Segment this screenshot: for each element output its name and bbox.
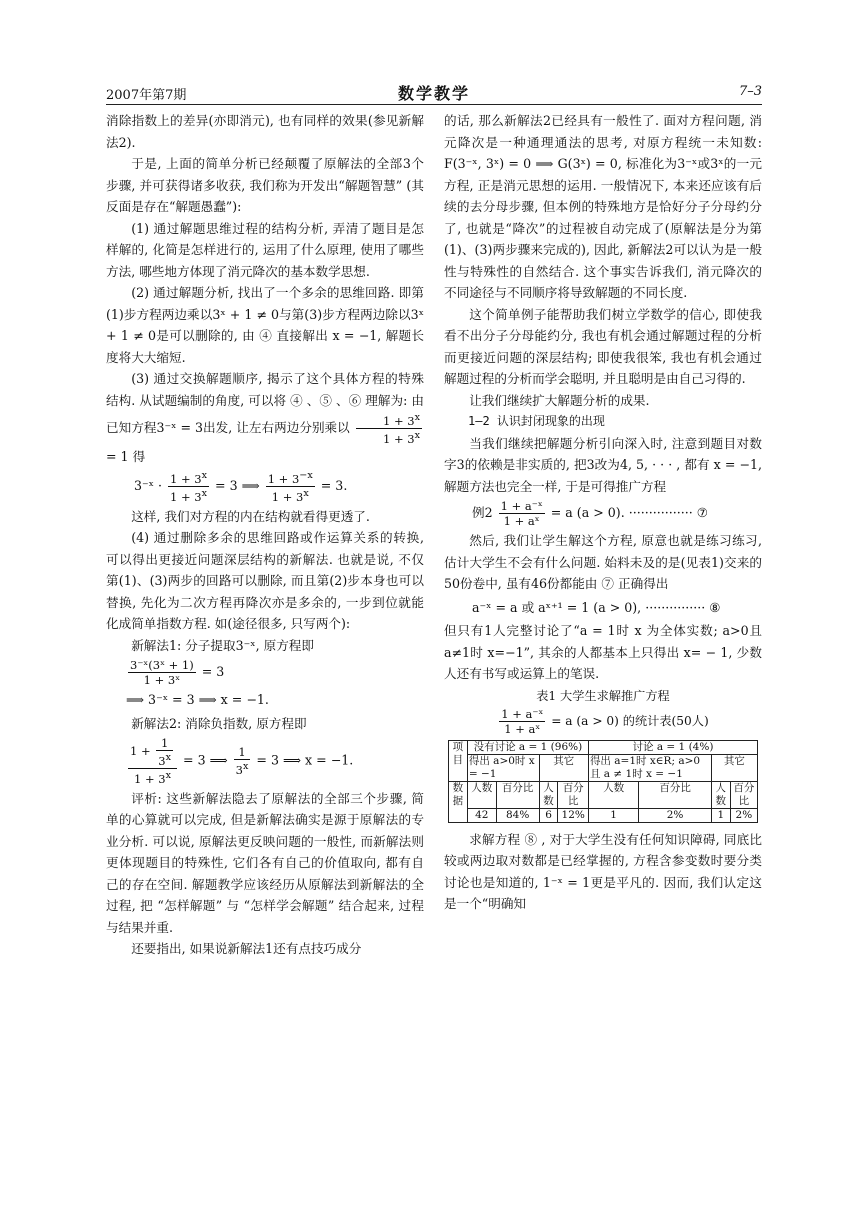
fraction: 1 + $\frac{1}{3^x}$ $1 + 3^x$ xyxy=(128,736,177,786)
column-header: 百分比 xyxy=(558,781,588,808)
equation xyxy=(106,736,424,786)
subgroup-cell: 得出 a=1时 x∈R; a>0 且 a ≠ 1时 x = −1 xyxy=(588,754,711,781)
column-header: 人数 xyxy=(467,781,496,808)
table-cell: 6 xyxy=(539,808,558,822)
column-header: 百分比 xyxy=(639,781,712,808)
statistics-table xyxy=(448,740,758,823)
table-subcaption xyxy=(444,707,762,736)
equation xyxy=(106,658,424,687)
paragraph: 这个简单例子能帮助我们树立学数学的信心, 即使我看不出分子分母能约分, 我也有机会通过解题过程的分析而更接近问题的深层结构; 即使我很笨, 我也有机会通过解题过程的分析而学会聪明, 并且聪明是由自己习得的. xyxy=(444,306,762,386)
paragraph: 评析: 这些新解法隐去了原解法的全部三个步骤, 简单的心算就可以完成, 但是新解法确实是源于原解法的专业分析. 可以说, 原解法更反映问题的一般性, 而新解法则更体现题目的特殊性, 它们各有自己的价值取向, 都有自己的存在空间. 解题教学应该经历从原解法到新解法的全过程, 把 “怎样解题” 与 “怎样学会解题” 结合起来, 过程与结果并重. xyxy=(106,790,424,935)
table-cell: 12% xyxy=(558,808,588,822)
equation-8: a⁻ˣ = a 或 aˣ⁺¹ = 1 (a > 0), ··············· ⑧ xyxy=(472,599,721,615)
paragraph: 还要指出, 如果说新解法1还有点技巧成分 xyxy=(131,941,362,957)
column-header: 人数 xyxy=(539,781,558,808)
row-label: 数据 xyxy=(449,781,468,822)
fraction: $\frac{\text{1 + a⁻ˣ}}{\text{1 + aˣ}}$ xyxy=(501,706,544,736)
paragraph: (1) 通过解题思维过程的结构分析, 弄清了题目是怎样解的, 化简是怎样进行的, 运用了什么原理, 使用了哪些方法, 哪些地方体现了消元降次的基本数学思想. xyxy=(106,220,424,279)
journal-title: 数学教学 xyxy=(397,84,470,103)
paragraph: 但只有1人完整讨论了“a = 1时 x 为全体实数; a>0且a≠1时 x=−1”, 其余的人都基本上只得出 x= − 1, 少数人还有书写或运算上的笔误. xyxy=(444,623,762,681)
column-header: 百分比 xyxy=(496,781,539,808)
issue-label: 2007年第7期 xyxy=(106,88,187,103)
table-cell: 84% xyxy=(496,808,539,822)
paragraph: 消除指数上的差异(亦即消元), 也有同样的效果(参见新解法2). xyxy=(106,113,424,150)
paragraph-text: = 1 得 xyxy=(106,448,146,464)
column-header: 人数 xyxy=(588,781,638,808)
equation-text: 3⁻ˣ · xyxy=(134,477,163,493)
paragraph: 当我们继续把解题分析引向深入时, 注意到题目对数字3的依赖是非实质的, 把3改为4, 5, · · · , 都有 x = −1, 解题方法也完全一样, 于是可得推广方程 xyxy=(444,435,762,494)
fraction: $\frac{1}{3^x}$ xyxy=(235,745,249,778)
right-column xyxy=(444,110,762,915)
fraction: $\frac{\text{1 + a⁻ˣ}}{\text{1 + aˣ}}$ xyxy=(500,499,543,528)
paragraph-text: (3) 通过交换解题顺序, 揭示了这个具体方程的特殊结构. 从试题编制的角度, 可以将 ④ 、⑤ 、⑥ 理解为: 由已知方程3⁻ˣ = 3出发, 让左右两边分别乘以 xyxy=(106,371,424,435)
equation-text: = 3 xyxy=(201,664,225,680)
equation xyxy=(106,469,424,504)
section-heading: 1–2 认识封闭现象的出现 xyxy=(468,414,605,428)
equation-example-2 xyxy=(444,499,762,528)
page-number: 7–3 xyxy=(738,84,762,99)
example-label: 例2 xyxy=(472,505,493,520)
equation-text: = 3 ⟹ xyxy=(183,752,228,768)
equation-text: = 3 ⟹ x = −1. xyxy=(256,752,354,768)
table-caption: 表1 大学生求解推广方程 xyxy=(536,688,670,703)
equation: ⟹ 3⁻ˣ = 3 ⟹ x = −1. xyxy=(126,692,269,708)
paragraph: 的话, 那么新解法2已经具有一般性了. 面对方程问题, 消元降次是一种通理通法的思考, 对原方程统一未知数: F(3⁻ˣ, 3ˣ) = 0 ⟹ G(3ˣ) = 0, 标准化为3⁻ˣ或3ˣ的一元方程, 正是消元思想的运用. 一般情况下, 本来还应该有后续的去分母步骤, 但本例的特殊地方是恰好分子分母约分了, 也就是“降次”的过程被自动完成了(原解法是分为第(1)、(3)两步骤来完成的), 因此, 新解法2可以认为是一般性与特殊性的自然结合. 这个事实告诉我们, 消元降次的不同途径与不同顺序将导致解题的不同长度. xyxy=(444,113,762,300)
page xyxy=(106,80,762,1180)
subgroup-cell: 其它 xyxy=(711,754,757,781)
equation-text: = 3 ⟹ xyxy=(215,477,260,493)
paragraph: (4) 通过删除多余的思维回路或作运算关系的转换, 可以得出更接近问题深层结构的新解法. 也就是说, 不仅第(1)、(3)两步的回路可以删除, 而且第(2)步本身也可以替换, 先化为二次方程再降次亦是多余的, 一步到位就能化成简单指数方程. 如(途径很多, 只写两个): xyxy=(106,530,424,632)
method-title: 新解法2: 消除负指数, 原方程即 xyxy=(131,715,307,731)
left-column xyxy=(106,110,424,960)
column-header: 百分比 xyxy=(730,781,757,808)
table-cell: 2% xyxy=(639,808,712,822)
fraction: $\frac{1 + 3^x}{1 + 3^x}$ xyxy=(356,411,422,446)
table-cell: 42 xyxy=(467,808,496,822)
paragraph: 让我们继续扩大解题分析的成果. xyxy=(469,392,650,408)
group-header: 讨论 a = 1 (4%) xyxy=(588,740,757,754)
running-header xyxy=(106,80,762,105)
subgroup-cell: 得出 a>0时 x = −1 xyxy=(467,754,539,781)
fraction: $\frac{\text{3⁻ˣ(3ˣ + 1)}}{\text{1 + 3ˣ}}$ xyxy=(130,658,194,688)
column-header: 人数 xyxy=(711,781,730,808)
subgroup-cell: 其它 xyxy=(539,754,588,781)
paragraph: 然后, 我们让学生解这个方程, 原意也就是练习练习, 估计大学生不会有什么问题. 始料未及的是(见表1)交来的50份卷中, 虽有46份都能由 ⑦ 正确得出 xyxy=(444,533,762,591)
paragraph: (2) 通过解题分析, 找出了一个多余的思维回路. 即第(1)步方程两边乘以3ˣ + 1 ≠ 0与第(3)步方程两边除以3ˣ + 1 ≠ 0是可以删除的, 由 ④ 直接解出 x = −1, 解题长度将大大缩短. xyxy=(106,285,424,365)
fraction: $\frac{1 + 3^x}{1 + 3^x}$ xyxy=(170,470,208,504)
table-cell: 1 xyxy=(711,808,730,822)
paragraph: 求解方程 ⑧ , 对于大学生没有任何知识障碍, 同底比较或两边取对数都是已经掌握的, 方程含参变数时要分类讨论也是知道的, 1⁻ˣ = 1更是平凡的. 因而, 我们认定这是一个“明确知 xyxy=(444,831,762,911)
equation-text: = a (a > 0). ················ ⑦ xyxy=(550,505,709,520)
paragraph: 于是, 上面的简单分析已经颠覆了原解法的全部3个步骤, 并可获得诸多收获, 我们称为开发出“解题智慧” (其反面是存在“解题愚蠢”): xyxy=(106,156,424,214)
group-header: 没有讨论 a = 1 (96%) xyxy=(467,740,588,754)
method-title: 新解法1: 分子提取3⁻ˣ, 原方程即 xyxy=(131,637,314,653)
table-cell: 1 xyxy=(588,808,638,822)
table-cell: 2% xyxy=(730,808,757,822)
equation-text: = 3. xyxy=(320,477,348,493)
paragraph: 这样, 我们对方程的内在结构就看得更透了. xyxy=(131,508,370,524)
row-label: 项目 xyxy=(449,740,468,781)
caption-text: = a (a > 0) 的统计表(50人) xyxy=(551,713,709,728)
fraction: $\frac{1 + 3^{-x}}{1 + 3^x}$ xyxy=(267,470,313,504)
paragraph xyxy=(106,368,424,467)
